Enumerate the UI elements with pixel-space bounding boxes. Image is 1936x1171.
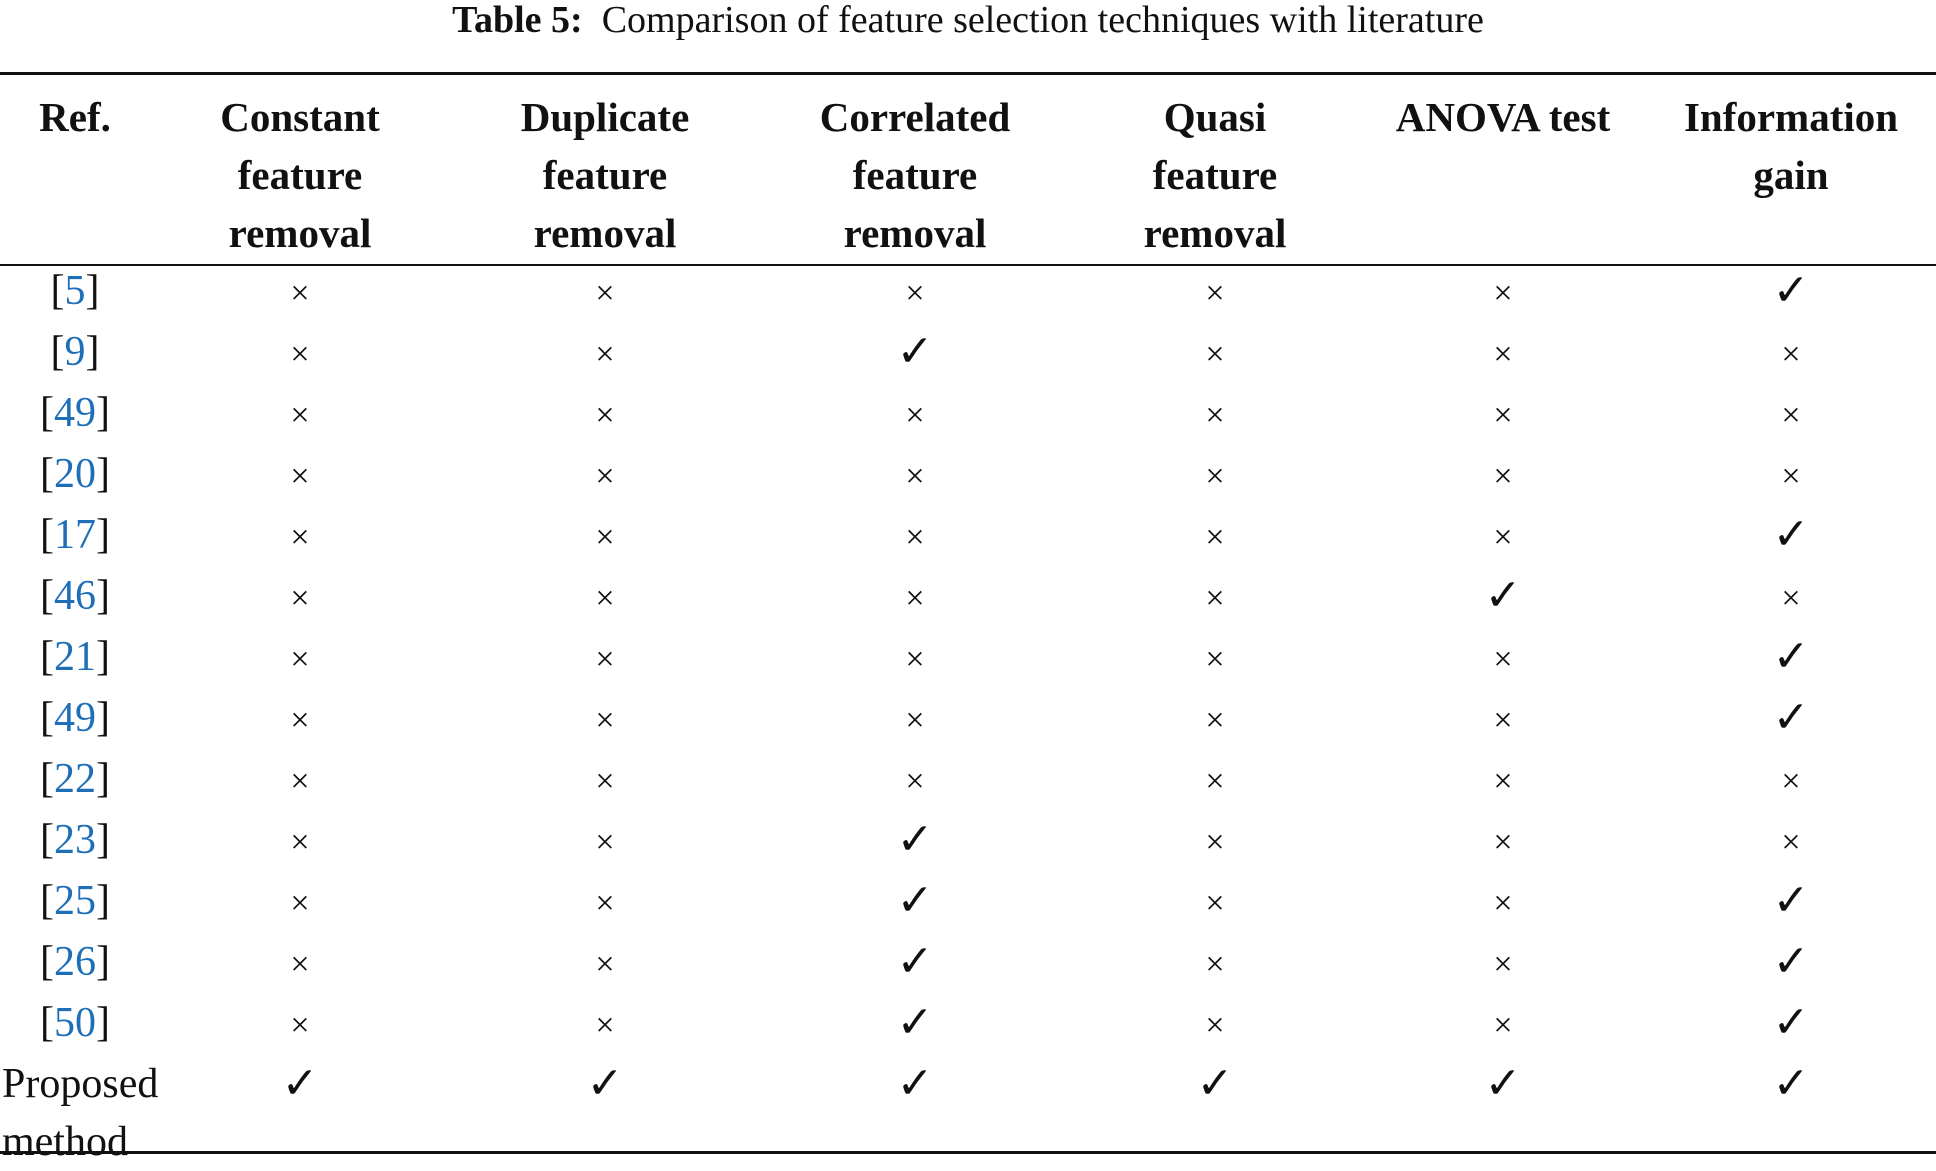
cross-icon: × [1781, 763, 1801, 800]
column-header-quasi-feature-removal: Quasi feature removal [1143, 94, 1287, 256]
table-row [0, 384, 1936, 445]
cell-correlated [760, 811, 1070, 872]
cell-correlated [760, 933, 1070, 994]
cross-icon: × [290, 458, 310, 495]
cross-icon: × [290, 580, 310, 617]
cell-anova [1360, 933, 1646, 994]
cross-icon: × [290, 885, 310, 922]
checkmark-icon: ✓ [1196, 1059, 1234, 1108]
cross-icon: × [905, 702, 925, 739]
cross-icon: × [290, 824, 310, 861]
cell-constant [150, 994, 450, 1055]
citation-link[interactable]: 49 [54, 390, 96, 436]
cross-icon: × [595, 580, 615, 617]
cross-icon: × [595, 458, 615, 495]
checkmark-icon: ✓ [896, 998, 934, 1047]
ref-cell: [22] [40, 756, 110, 802]
cross-icon: × [905, 763, 925, 800]
cell-information-gain [1646, 262, 1936, 323]
cross-icon: × [1781, 824, 1801, 861]
checkmark-icon: ✓ [1484, 571, 1522, 620]
cell-constant [150, 323, 450, 384]
cell-duplicate [450, 689, 760, 750]
cell-quasi [1070, 689, 1360, 750]
cell-correlated [760, 872, 1070, 933]
ref-cell: [5] [50, 268, 100, 314]
cell-duplicate [450, 994, 760, 1055]
cell-correlated [760, 750, 1070, 811]
cell-duplicate [450, 811, 760, 872]
cross-icon: × [290, 641, 310, 678]
column-header-ref: Ref. [39, 94, 111, 140]
cell-constant [150, 933, 450, 994]
cell-duplicate [450, 628, 760, 689]
citation-link[interactable]: 50 [54, 1000, 96, 1046]
checkmark-icon: ✓ [896, 815, 934, 864]
citation-link[interactable]: 20 [54, 451, 96, 497]
cell-information-gain [1646, 323, 1936, 384]
table-row [0, 506, 1936, 567]
cell-anova [1360, 262, 1646, 323]
cell-correlated [760, 628, 1070, 689]
cross-icon: × [1493, 885, 1513, 922]
cross-icon: × [290, 519, 310, 556]
table-row [0, 994, 1936, 1055]
ref-cell-proposed: Proposed method [2, 1061, 159, 1165]
cross-icon: × [1205, 885, 1225, 922]
cross-icon: × [595, 946, 615, 983]
ref-cell: [23] [40, 817, 110, 863]
cell-anova [1360, 506, 1646, 567]
cell-anova [1360, 567, 1646, 628]
checkmark-icon: ✓ [1772, 632, 1810, 681]
cross-icon: × [595, 763, 615, 800]
cross-icon: × [1205, 336, 1225, 373]
cross-icon: × [905, 397, 925, 434]
cross-icon: × [1493, 1007, 1513, 1044]
cell-information-gain [1646, 445, 1936, 506]
cell-information-gain [1646, 994, 1936, 1055]
cross-icon: × [1493, 641, 1513, 678]
column-header-constant-feature-removal: Constant feature removal [220, 94, 380, 256]
column-header-anova-test: ANOVA test [1395, 94, 1611, 140]
cell-correlated [760, 506, 1070, 567]
cell-information-gain [1646, 872, 1936, 933]
cell-duplicate [450, 567, 760, 628]
checkmark-icon: ✓ [896, 327, 934, 376]
table-row [0, 323, 1936, 384]
table-caption-label: Table 5: [452, 0, 583, 41]
table-row [0, 750, 1936, 811]
ref-cell: [20] [40, 451, 110, 497]
cell-constant [150, 506, 450, 567]
cell-correlated [760, 567, 1070, 628]
cell-correlated [760, 323, 1070, 384]
cell-constant [150, 262, 450, 323]
cell-duplicate [450, 384, 760, 445]
cell-duplicate [450, 933, 760, 994]
table-body [0, 262, 1936, 1171]
cross-icon: × [290, 763, 310, 800]
checkmark-icon: ✓ [281, 1059, 319, 1108]
cell-anova [1360, 872, 1646, 933]
cross-icon: × [290, 702, 310, 739]
cell-correlated [760, 262, 1070, 323]
citation-link[interactable]: 49 [54, 695, 96, 741]
cross-icon: × [1493, 336, 1513, 373]
cell-duplicate [450, 872, 760, 933]
cross-icon: × [1493, 519, 1513, 556]
cross-icon: × [1493, 397, 1513, 434]
ref-cell: [26] [40, 939, 110, 985]
cross-icon: × [905, 519, 925, 556]
cell-information-gain [1646, 933, 1936, 994]
ref-cell: [25] [40, 878, 110, 924]
ref-cell: [9] [50, 329, 100, 375]
cell-correlated [760, 994, 1070, 1055]
cell-constant [150, 384, 450, 445]
cross-icon: × [290, 275, 310, 312]
cross-icon: × [1493, 946, 1513, 983]
ref-cell: [49] [40, 695, 110, 741]
ref-cell: [49] [40, 390, 110, 436]
cross-icon: × [290, 1007, 310, 1044]
cross-icon: × [1205, 458, 1225, 495]
cross-icon: × [595, 336, 615, 373]
cross-icon: × [905, 580, 925, 617]
cross-icon: × [595, 397, 615, 434]
cell-information-gain [1646, 567, 1936, 628]
cell-anova [1360, 628, 1646, 689]
citation-link[interactable]: 46 [54, 573, 96, 619]
cross-icon: × [905, 275, 925, 312]
citation-link[interactable]: 25 [54, 878, 96, 924]
checkmark-icon: ✓ [896, 876, 934, 925]
checkmark-icon: ✓ [1772, 876, 1810, 925]
cell-duplicate [450, 323, 760, 384]
column-header-information-gain: Information gain [1683, 94, 1899, 198]
citation-link[interactable]: 22 [54, 756, 96, 802]
checkmark-icon: ✓ [1772, 510, 1810, 559]
cell-anova [1360, 323, 1646, 384]
cross-icon: × [595, 519, 615, 556]
table-row [0, 872, 1936, 933]
cell-quasi [1070, 262, 1360, 323]
citation-link[interactable]: 5 [64, 268, 86, 314]
cell-anova [1360, 384, 1646, 445]
cross-icon: × [1205, 580, 1225, 617]
cross-icon: × [290, 397, 310, 434]
cell-anova [1360, 689, 1646, 750]
cross-icon: × [1205, 763, 1225, 800]
cross-icon: × [1781, 397, 1801, 434]
cross-icon: × [1781, 336, 1801, 373]
checkmark-icon: ✓ [1772, 1059, 1810, 1108]
checkmark-icon: ✓ [896, 937, 934, 986]
checkmark-icon: ✓ [1772, 693, 1810, 742]
cross-icon: × [595, 885, 615, 922]
cross-icon: × [1493, 275, 1513, 312]
cross-icon: × [1205, 824, 1225, 861]
cell-duplicate [450, 506, 760, 567]
cell-anova [1360, 994, 1646, 1055]
ref-cell: [50] [40, 1000, 110, 1046]
cell-information-gain [1646, 506, 1936, 567]
cell-anova [1360, 445, 1646, 506]
cell-quasi [1070, 506, 1360, 567]
cell-constant [150, 445, 450, 506]
table-caption-text: Comparison of feature selection techniques with literature [601, 0, 1484, 41]
cell-correlated [760, 384, 1070, 445]
table-row [0, 445, 1936, 506]
cross-icon: × [290, 946, 310, 983]
table-row [0, 628, 1936, 689]
cell-constant [150, 750, 450, 811]
table-row [0, 933, 1936, 994]
cross-icon: × [595, 1007, 615, 1044]
checkmark-icon: ✓ [1484, 1059, 1522, 1108]
cell-quasi [1070, 811, 1360, 872]
cell-constant [150, 567, 450, 628]
table-row [0, 811, 1936, 872]
cross-icon: × [1781, 458, 1801, 495]
cross-icon: × [1205, 519, 1225, 556]
cross-icon: × [1205, 946, 1225, 983]
cell-constant [150, 872, 450, 933]
cross-icon: × [1493, 824, 1513, 861]
cross-icon: × [595, 824, 615, 861]
table-header-row [0, 74, 1936, 262]
cell-quasi [1070, 384, 1360, 445]
cross-icon: × [1205, 702, 1225, 739]
cell-duplicate [450, 445, 760, 506]
cell-information-gain [1646, 689, 1936, 750]
cross-icon: × [1493, 702, 1513, 739]
checkmark-icon: ✓ [896, 1059, 934, 1108]
feature-selection-comparison-table [0, 74, 1936, 1171]
cross-icon: × [1493, 763, 1513, 800]
cross-icon: × [1493, 458, 1513, 495]
cell-quasi [1070, 750, 1360, 811]
cell-correlated [760, 689, 1070, 750]
cell-constant [150, 689, 450, 750]
cross-icon: × [1781, 580, 1801, 617]
table-caption [0, 0, 1936, 46]
cell-information-gain [1646, 384, 1936, 445]
table-row [0, 689, 1936, 750]
ref-cell: [46] [40, 573, 110, 619]
citation-link[interactable]: 9 [64, 329, 86, 375]
checkmark-icon: ✓ [586, 1059, 624, 1108]
column-header-duplicate-feature-removal: Duplicate feature removal [520, 94, 690, 256]
cross-icon: × [1205, 397, 1225, 434]
cross-icon: × [1205, 641, 1225, 678]
table-row [0, 262, 1936, 323]
cross-icon: × [595, 702, 615, 739]
ref-cell: [17] [40, 512, 110, 558]
citation-link[interactable]: 17 [54, 512, 96, 558]
cell-anova [1360, 811, 1646, 872]
column-header-correlated-feature-removal: Correlated feature removal [819, 94, 1011, 256]
cell-information-gain [1646, 628, 1936, 689]
cross-icon: × [905, 458, 925, 495]
cross-icon: × [905, 641, 925, 678]
cell-duplicate [450, 262, 760, 323]
checkmark-icon: ✓ [1772, 266, 1810, 315]
cell-quasi [1070, 994, 1360, 1055]
cell-duplicate [450, 750, 760, 811]
ref-cell: [21] [40, 634, 110, 680]
citation-link[interactable]: 23 [54, 817, 96, 863]
cross-icon: × [290, 336, 310, 373]
cell-quasi [1070, 323, 1360, 384]
cell-anova [1360, 750, 1646, 811]
cell-correlated [760, 445, 1070, 506]
cross-icon: × [595, 275, 615, 312]
table-row [0, 567, 1936, 628]
cell-quasi [1070, 567, 1360, 628]
cell-quasi [1070, 872, 1360, 933]
cell-quasi [1070, 628, 1360, 689]
cross-icon: × [595, 641, 615, 678]
cell-quasi [1070, 933, 1360, 994]
cell-constant [150, 811, 450, 872]
citation-link[interactable]: 26 [54, 939, 96, 985]
cell-information-gain [1646, 750, 1936, 811]
citation-link[interactable]: 21 [54, 634, 96, 680]
checkmark-icon: ✓ [1772, 937, 1810, 986]
cross-icon: × [1205, 1007, 1225, 1044]
cross-icon: × [1205, 275, 1225, 312]
cell-quasi [1070, 445, 1360, 506]
cell-information-gain [1646, 811, 1936, 872]
checkmark-icon: ✓ [1772, 998, 1810, 1047]
cell-constant [150, 628, 450, 689]
